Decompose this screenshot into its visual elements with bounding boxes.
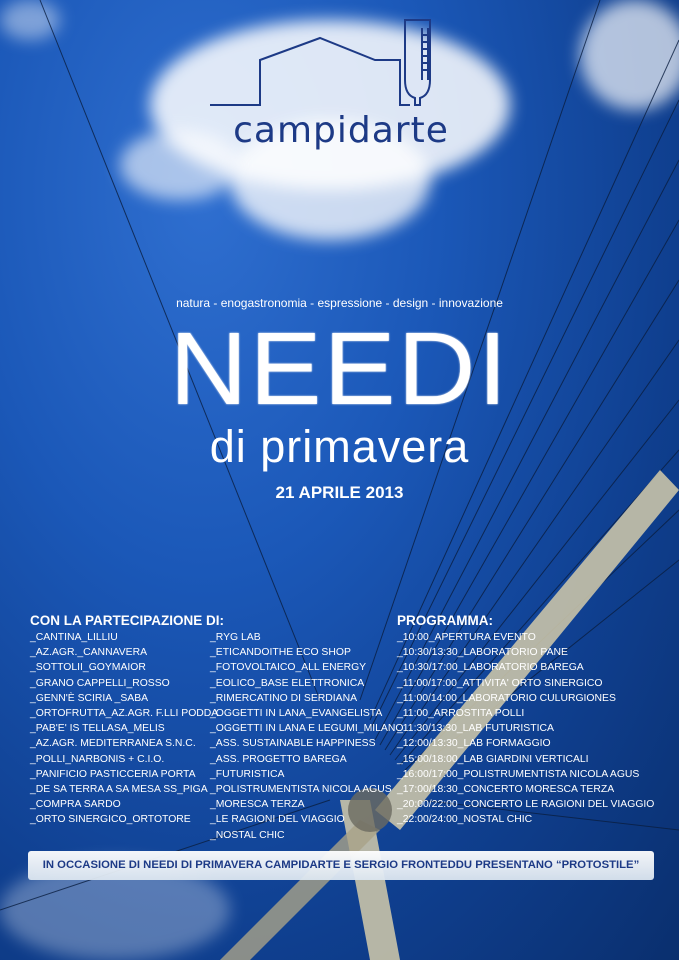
list-item: _12:00/13:30_LAB FORMAGGIO (397, 738, 551, 750)
list-item: _OGGETTI IN LANA_EVANGELISTA (210, 708, 383, 720)
list-item: _10:30/13:30_LABORATORIO PANE (397, 647, 568, 659)
partecipazione-list-2 (210, 630, 403, 843)
list-item: _PAB'E' IS TELLASA_MELIS (30, 723, 165, 735)
list-item: _RYG LAB (210, 632, 261, 643)
list-item: _16:00/17:00_POLISTRUMENTISTA NICOLA AGUS (397, 768, 640, 780)
list-item: _COMPRA SARDO (30, 799, 121, 811)
list-item: _LE RAGIONI DEL VIAGGIO (210, 814, 345, 826)
list-item: _GRANO CAPPELLI_ROSSO (30, 677, 170, 689)
programma-section (397, 612, 654, 828)
list-item: _ORTO SINERGICO_ORTOTORE (30, 814, 191, 826)
list-item: _11:00_ARROSTITA POLLI (397, 708, 525, 720)
list-item: _POLLI_NARBONIS + C.I.O. (30, 753, 165, 765)
list-item: _PANIFICIO PASTICCERIA PORTA (30, 768, 196, 780)
list-item: _CANTINA_LILLIU (30, 632, 118, 643)
tagline: natura - enogastronomia - espressione - design - innovazione (176, 296, 503, 310)
list-item: _POLISTRUMENTISTA NICOLA AGUS (210, 784, 392, 796)
list-item: _AZ.AGR._CANNAVERA (30, 647, 148, 659)
list-item: _20:00/22:00_CONCERTO LE RAGIONI DEL VIAGGIO (397, 799, 655, 811)
list-item: _17:00/18:30_CONCERTO MORESCA TERZA (397, 784, 615, 796)
list-item: _MORESCA TERZA (210, 799, 305, 811)
list-item: _RIMERCATINO DI SERDIANA (210, 692, 358, 704)
list-item: _ORTOFRUTTA_AZ.AGR. F.LLI PODDA (30, 708, 219, 720)
partecipazione-section-2 (210, 630, 403, 843)
list-item: _DE SA TERRA A SA MESA SS_PIGA (30, 784, 208, 796)
partecipazione-section (30, 612, 224, 828)
footer-banner: IN OCCASIONE DI NEEDI DI PRIMAVERA CAMPIDARTE E SERGIO FRONTEDDU PRESENTANO “PROTOSTILE” (28, 851, 654, 880)
programma-title: PROGRAMMA: (397, 613, 493, 628)
list-item: _ETICANDOITHE ECO SHOP (210, 647, 351, 659)
list-item: _ASS. SUSTAINABLE HAPPINESS (210, 738, 376, 750)
list-item: _FUTURISTICA (210, 768, 285, 780)
list-item: _GENN'È SCIRIA _SABA (30, 692, 149, 704)
list-item: _10:30/17:00_LABORATORIO BAREGA (397, 662, 584, 674)
brand-name: campidarte (233, 110, 449, 151)
event-date: 21 APRILE 2013 (275, 483, 404, 502)
partecipazione-title: CON LA PARTECIPAZIONE DI: (30, 613, 224, 628)
list-item: _15:00/18:00_LAB GIARDINI VERTICALI (397, 753, 589, 765)
list-item: _11:00/17:00_ATTIVITA' ORTO SINERGICO (397, 677, 603, 689)
list-item: _10:00_APERTURA EVENTO (397, 632, 536, 643)
list-item: _SOTTOLII_GOYMAIOR (30, 662, 146, 674)
list-item: _11:30/13:30_LAB FUTURISTICA (397, 723, 554, 735)
list-item: _NOSTAL CHIC (210, 829, 285, 841)
list-item: _EOLICO_BASE ELETTRONICA (210, 677, 365, 689)
list-item: _AZ.AGR. MEDITERRANEA S.N.C. (30, 738, 196, 750)
partecipazione-list-1 (30, 630, 224, 828)
list-item: _22:00/24:00_NOSTAL CHIC (397, 814, 533, 826)
list-item: _ASS. PROGETTO BAREGA (210, 753, 347, 765)
programma-list (397, 630, 654, 828)
list-item: _FOTOVOLTAICO_ALL ENERGY (210, 662, 367, 674)
event-title: NEEDI (169, 311, 510, 426)
list-item: _OGGETTI IN LANA E LEGUMI_MILANO (210, 723, 404, 735)
event-subtitle: di primavera (209, 421, 470, 472)
list-item: _11:00/14:00_LABORATORIO CULURGIONES (397, 692, 616, 704)
